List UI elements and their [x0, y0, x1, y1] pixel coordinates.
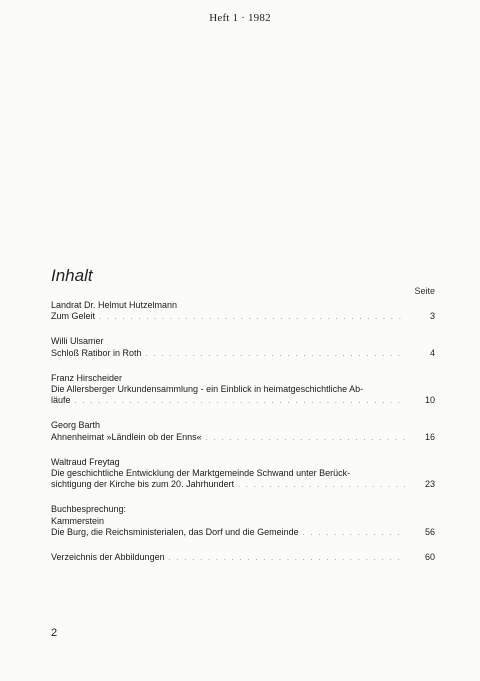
- toc-entry-row: [51, 311, 435, 323]
- toc-entry: [51, 457, 435, 492]
- toc-entry-page: 23: [424, 479, 435, 490]
- toc-entries: [51, 300, 435, 577]
- dot-leader: [206, 433, 405, 444]
- toc-entry-title-line: Kammerstein: [51, 515, 105, 526]
- toc-entry-row: [51, 552, 435, 564]
- toc-entry-title: Zum Geleit: [51, 311, 96, 322]
- dot-leader: [99, 312, 405, 323]
- toc-entry-author: Georg Barth: [51, 420, 101, 431]
- dot-leader: [146, 349, 405, 360]
- page-number: 2: [51, 627, 58, 639]
- toc-entry-page: 3: [429, 311, 435, 322]
- toc-entry-row: [51, 432, 435, 444]
- toc-entry-title: Schloß Ratibor in Roth: [51, 347, 142, 358]
- dot-leader: [75, 396, 405, 407]
- toc-entry: [51, 420, 435, 443]
- toc-entry-title: Ahnenheimat »Ländlein ob der Enns«: [51, 431, 202, 442]
- toc-entry-title: sichtigung der Kirche bis zum 20. Jahrhundert: [51, 479, 235, 490]
- toc-entry-row: [51, 479, 435, 491]
- toc-entry-title-line: Die geschichtliche Entwicklung der Marktgemeinde Schwand unter Berück-: [51, 468, 351, 479]
- toc-entry-author: Waltraud Freytag: [51, 456, 120, 467]
- toc-entry-page: 16: [424, 431, 435, 442]
- dot-leader: [169, 553, 405, 564]
- toc-entry-title-line: Die Allersberger Urkundensammlung - ein Einblick in heimatgeschichtliche Ab-: [51, 384, 364, 395]
- running-header: Heft 1 · 1982: [209, 12, 271, 24]
- toc-entry-title: Die Burg, die Reichsministerialen, das Dorf und die Gemeinde: [51, 526, 299, 537]
- dot-leader: [303, 528, 405, 539]
- toc-entry-author: Buchbesprechung:: [51, 504, 127, 515]
- toc-entry-author: Franz Hirscheider: [51, 372, 123, 383]
- toc-entry: [51, 336, 435, 359]
- dot-leader: [238, 480, 405, 491]
- toc-entry-row: [51, 395, 435, 407]
- toc-entry-author: Landrat Dr. Helmut Hutzelmann: [51, 300, 178, 310]
- toc-entry-row: [51, 527, 435, 539]
- toc-entry-page: 60: [424, 552, 435, 563]
- toc-entry-page: 10: [424, 395, 435, 406]
- toc-entry-page: 4: [429, 347, 435, 358]
- toc-entry-author: Willi Ulsamer: [51, 336, 104, 347]
- toc-entry: [51, 504, 435, 539]
- toc-entry-page: 56: [424, 526, 435, 537]
- toc-entry: [51, 373, 435, 408]
- toc-entry-row: [51, 348, 435, 360]
- toc-entry-title: läufe: [51, 395, 71, 406]
- page-column-label: Seite: [414, 286, 435, 296]
- toc-entry: [51, 300, 435, 323]
- toc-entry: [51, 552, 435, 564]
- toc-title: Inhalt: [51, 266, 93, 285]
- toc-entry-title: Verzeichnis der Abbildungen: [51, 552, 165, 563]
